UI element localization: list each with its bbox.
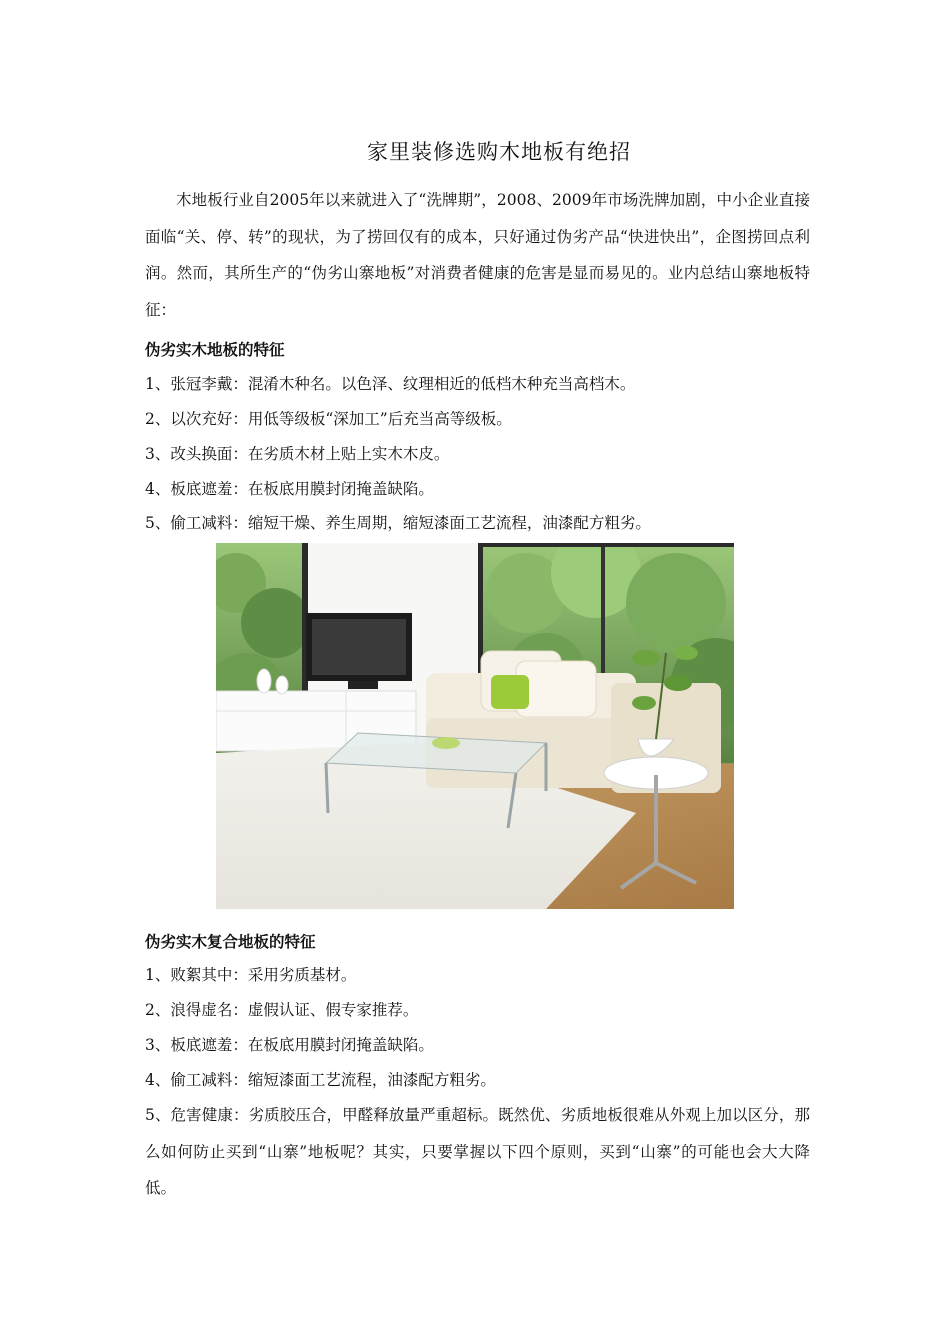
section-heading-composite-wood: 伪劣实木复合地板的特征	[145, 933, 316, 951]
list-item: 5、危害健康：劣质胶压合，甲醛释放量严重超标。既然优、劣质地板很难从外观上加以区分，那么如何防止买到“山寨”地板呢？其实，只要掌握以下四个原则，买到“山寨”的可能也会大大降低。	[145, 1106, 810, 1197]
list-item: 3、改头换面：在劣质木材上贴上实木木皮。	[145, 445, 450, 463]
section-heading-solid-wood: 伪劣实木地板的特征	[145, 341, 285, 359]
list-item: 1、张冠李戴：混淆木种名。以色泽、纹理相近的低档木种充当高档木。	[145, 375, 636, 393]
list-item: 4、偷工减料：缩短漆面工艺流程，油漆配方粗劣。	[145, 1071, 496, 1089]
living-room-photo	[216, 543, 734, 909]
list-item: 2、浪得虚名：虚假认证、假专家推荐。	[145, 1001, 419, 1019]
intro-paragraph: 木地板行业自2005年以来就进入了“洗牌期”，2008、2009年市场洗牌加剧，中小企业直接面临“关、停、转”的现状，为了捞回仅有的成本，只好通过伪劣产品“快进快出”，企图捞回点利润。然而，其所生产的“伪劣山寨地板”对消费者健康的危害是显而易见的。业内总结山寨地板特征：	[145, 191, 810, 319]
list-item: 1、败絮其中：采用劣质基材。	[145, 966, 357, 984]
list-item: 2、以次充好：用低等级板“深加工”后充当高等级板。	[145, 410, 512, 428]
document-title: 家里装修选购木地板有绝招	[367, 140, 631, 164]
list-item: 3、板底遮羞：在板底用膜封闭掩盖缺陷。	[145, 1036, 434, 1054]
list-item: 5、偷工减料：缩短干燥、养生周期，缩短漆面工艺流程，油漆配方粗劣。	[145, 514, 651, 532]
list-item: 4、板底遮羞：在板底用膜封闭掩盖缺陷。	[145, 480, 434, 498]
